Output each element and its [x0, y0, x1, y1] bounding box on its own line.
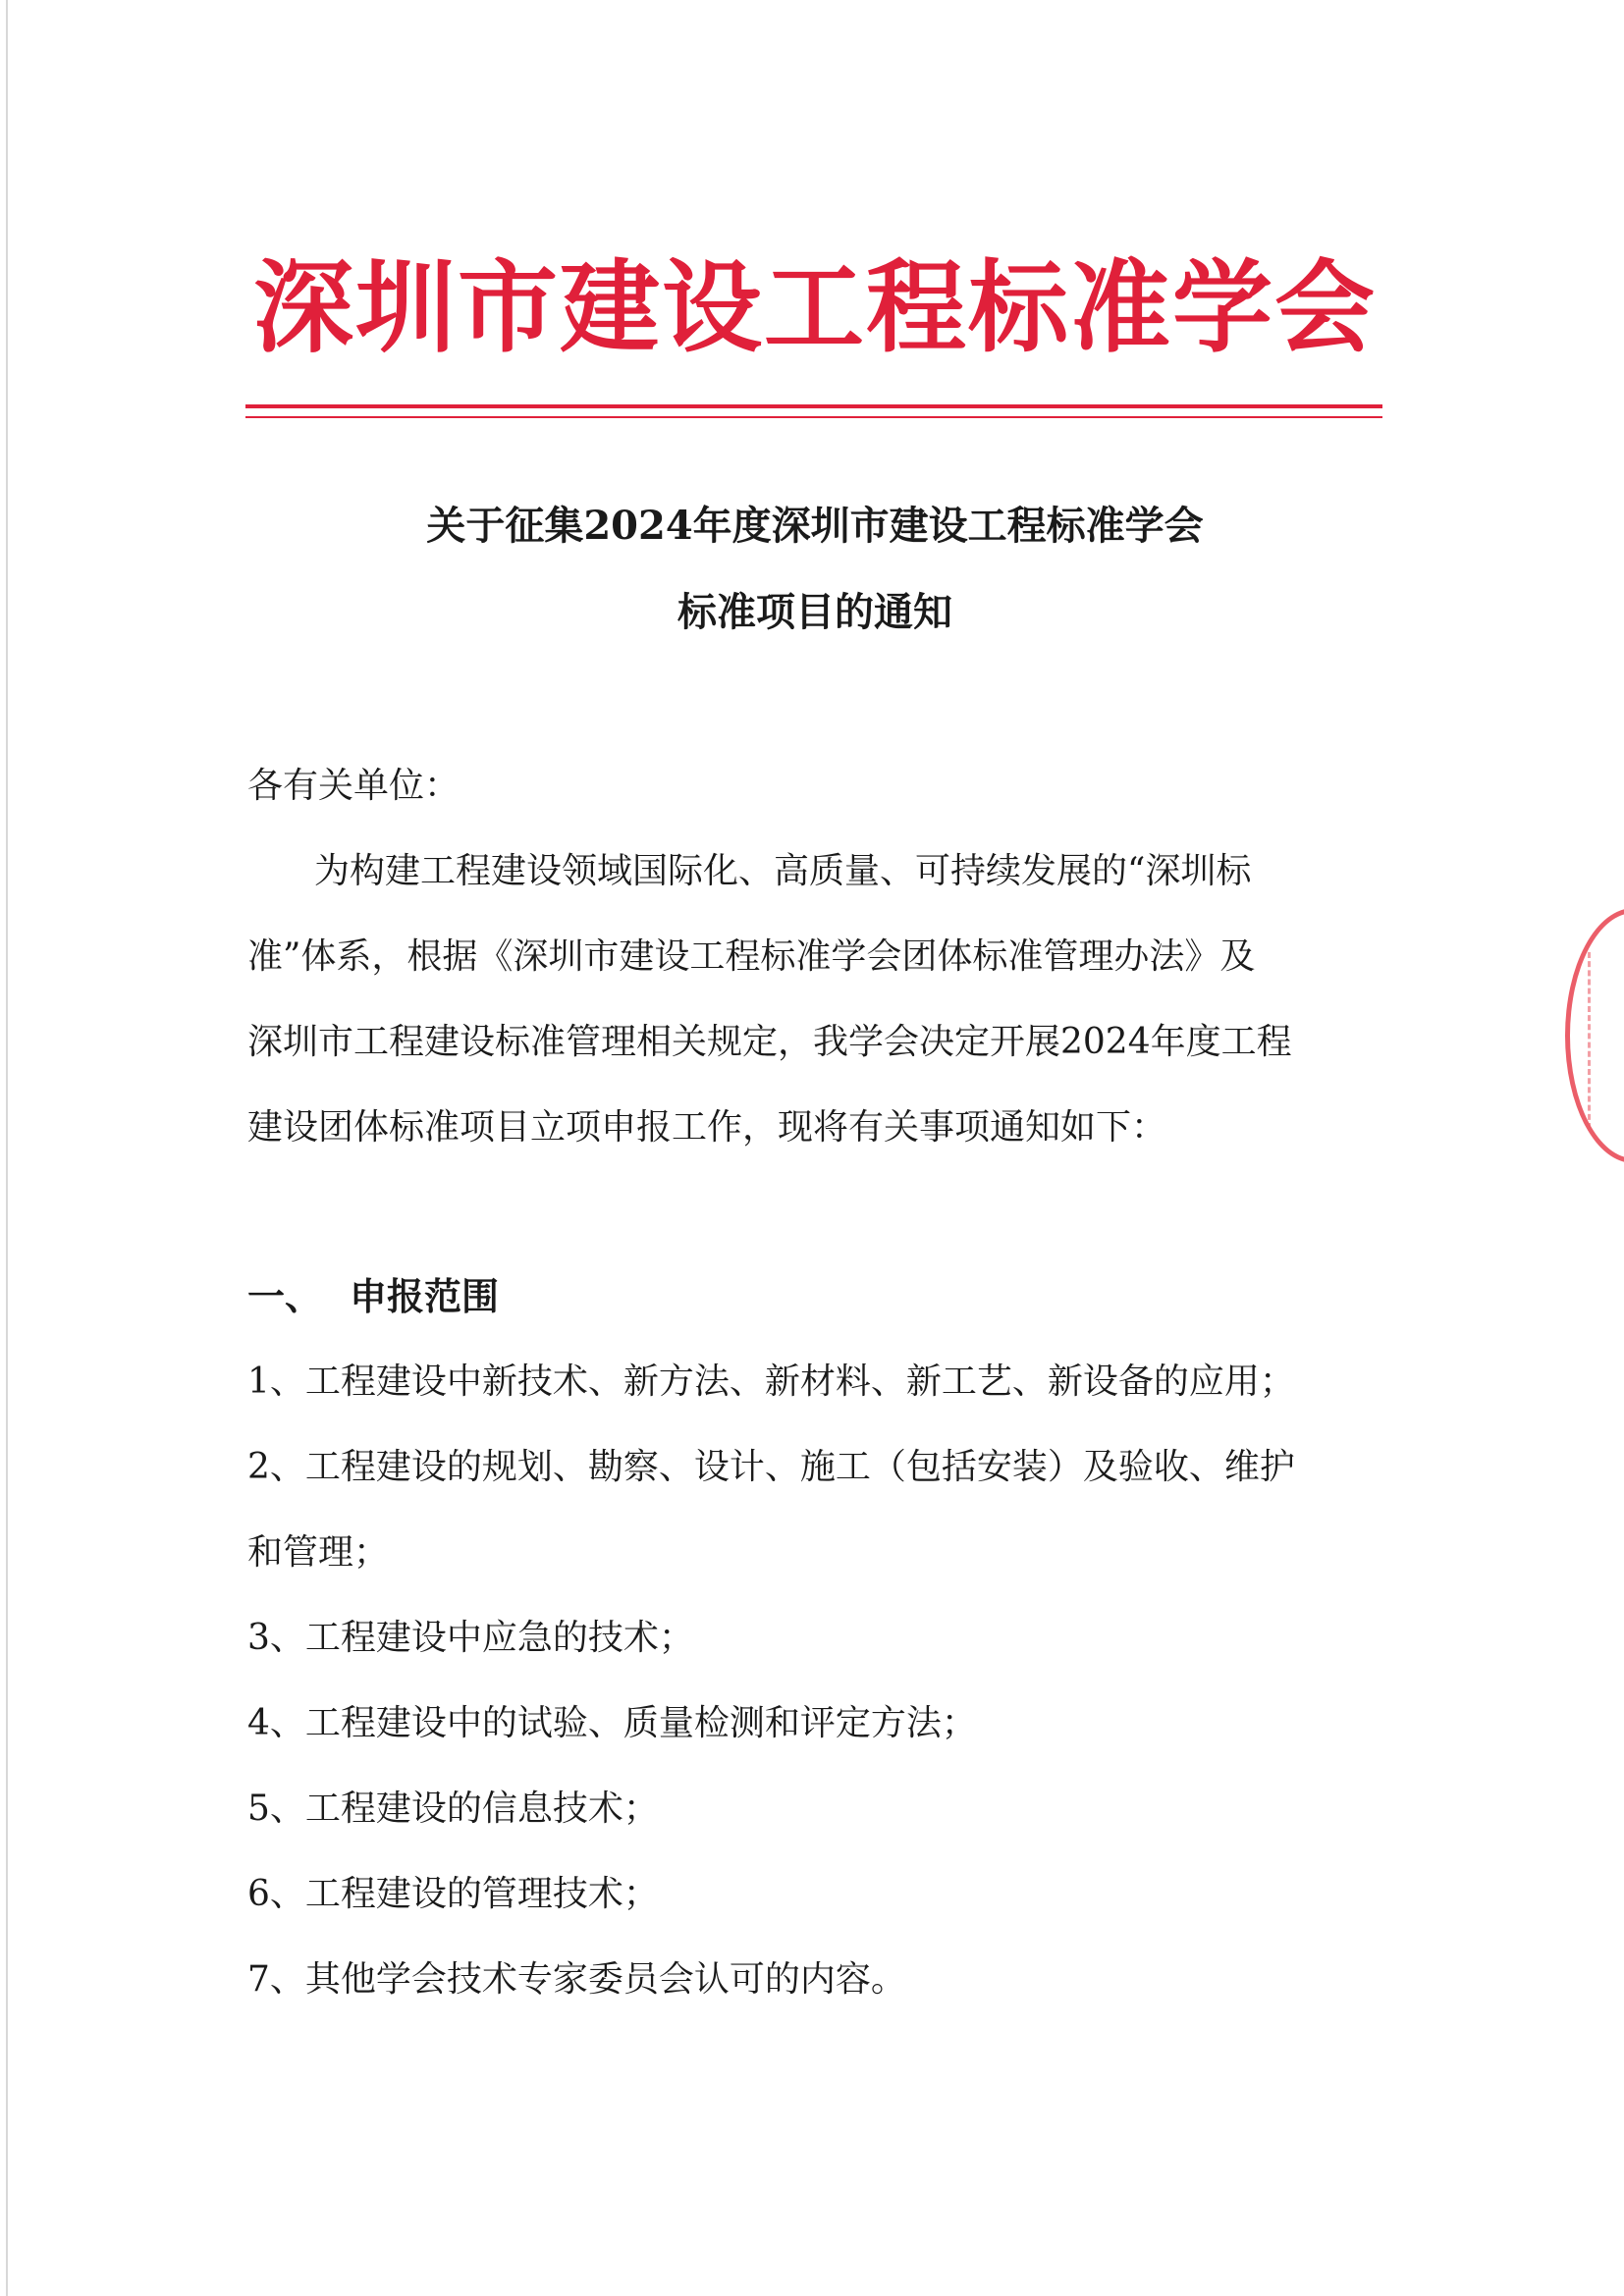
official-seal-stamp	[1565, 908, 1624, 1163]
scan-left-edge	[6, 0, 8, 2296]
scope-item-6: 6、工程建设的管理技术；	[247, 1874, 659, 1914]
header-red-rule-thick	[245, 404, 1382, 408]
scope-item-1: 1、工程建设中新技术、新方法、新材料、新工艺、新设备的应用；	[247, 1362, 1295, 1402]
intro-line-1: 为构建工程建设领域国际化、高质量、可持续发展的“深圳标	[314, 851, 1252, 891]
section-1-heading	[247, 1271, 499, 1322]
scope-item-2: 2、工程建设的规划、勘察、设计、施工（包括安装）及验收、维护	[247, 1447, 1295, 1487]
section-1-title: 申报范围	[350, 1274, 500, 1318]
scope-item-3: 3、工程建设中应急的技术；	[247, 1618, 694, 1658]
document-title-line-2: 标准项目的通知	[677, 589, 952, 635]
intro-line-3: 深圳市工程建设标准管理相关规定，我学会决定开展2024年度工程	[247, 1022, 1292, 1062]
header-red-rule-thin	[245, 416, 1382, 418]
scope-item-4: 4、工程建设中的试验、质量检测和评定方法；	[247, 1703, 977, 1743]
scope-item-5: 5、工程建设的信息技术；	[247, 1789, 659, 1829]
section-1-number: 一、	[247, 1274, 323, 1318]
intro-line-4: 建设团体标准项目立项申报工作，现将有关事项通知如下：	[247, 1107, 1167, 1148]
salutation: 各有关单位：	[247, 766, 460, 806]
seal-inner-mark	[1588, 952, 1624, 1129]
document-title-line-1: 关于征集2024年度深圳市建设工程标准学会	[426, 503, 1204, 549]
scope-item-7: 7、其他学会技术专家委员会认可的内容。	[247, 1959, 906, 2000]
intro-line-2: 准”体系，根据《深圳市建设工程标准学会团体标准管理办法》及	[247, 936, 1256, 977]
organization-header: 深圳市建设工程标准学会	[253, 250, 1377, 367]
scope-item-2-continued: 和管理；	[247, 1532, 390, 1573]
